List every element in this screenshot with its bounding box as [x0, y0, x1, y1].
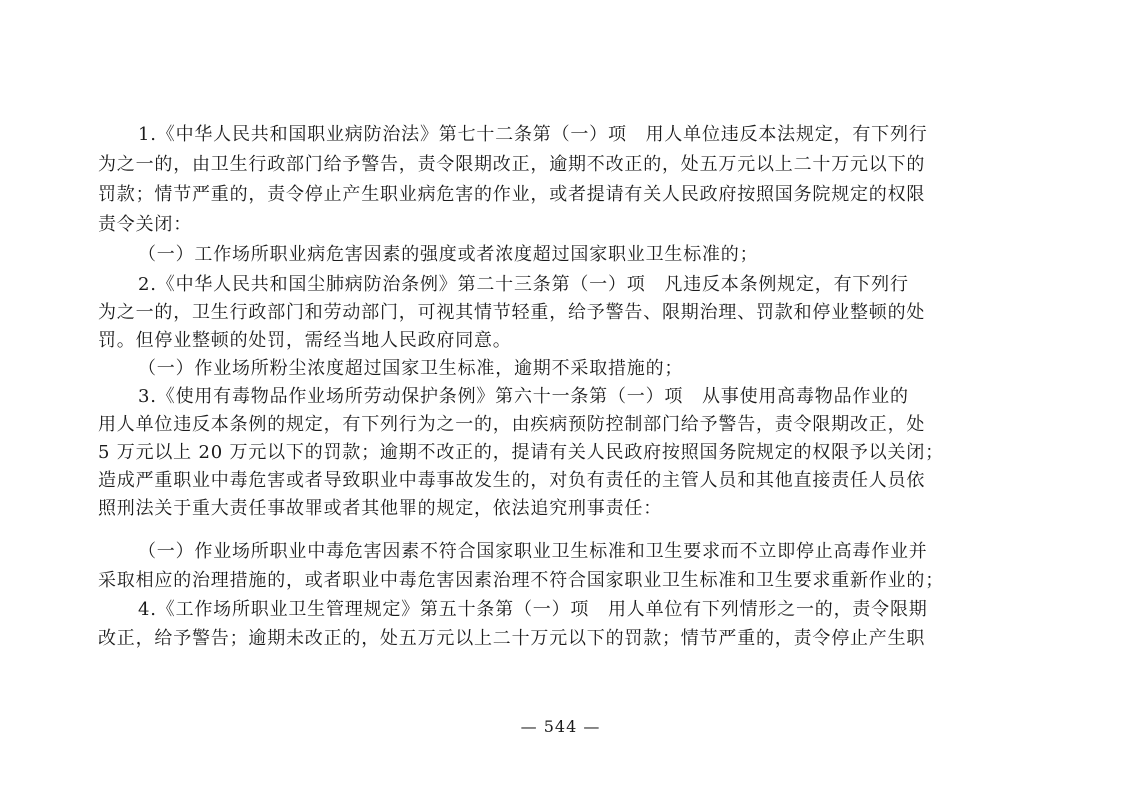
text-line: 造成严重职业中毒危害或者导致职业中毒事故发生的，对负有责任的主管人员和其他直接责任人员依 [98, 470, 926, 491]
text-line: 2.《中华人民共和国尘肺病防治条例》第二十三条第（一）项 凡违反本条例规定，有下列行 [138, 274, 909, 295]
text-line: （一）作业场所粉尘浓度超过国家卫生标准，逾期不采取措施的； [138, 358, 684, 379]
text-line: 4.《工作场所职业卫生管理规定》第五十条第（一）项 用人单位有下列情形之一的，责令限期 [138, 599, 928, 620]
text-line: 为之一的，由卫生行政部门给予警告，责令限期改正，逾期不改正的，处五万元以上二十万元以下的 [98, 154, 926, 175]
text-line: 照刑法关于重大责任事故罪或者其他罪的规定，依法追究刑事责任： [98, 498, 662, 519]
text-line: 5 万元以上 20 万元以下的罚款；逾期不改正的，提请有关人民政府按照国务院规定的权限予以关闭； [98, 442, 944, 463]
text-line: （一）作业场所职业中毒危害因素不符合国家职业卫生标准和卫生要求而不立即停止高毒作业并 [138, 541, 928, 562]
text-line: 责令关闭： [98, 214, 192, 235]
text-line: 为之一的，卫生行政部门和劳动部门，可视其情节轻重，给予警告、限期治理、罚款和停业整顿的处 [98, 302, 926, 323]
page-number: — 544 — [520, 717, 601, 736]
text-line: 改正，给予警告；逾期未改正的，处五万元以上二十万元以下的罚款；情节严重的，责令停止产生职 [98, 628, 926, 649]
text-line: 罚。但停业整顿的处罚，需经当地人民政府同意。 [98, 330, 512, 351]
text-line: 采取相应的治理措施的，或者职业中毒危害因素治理不符合国家职业卫生标准和卫生要求重新作业的； [98, 570, 944, 591]
text-line: 用人单位违反本条例的规定，有下列行为之一的，由疾病预防控制部门给予警告，责令限期改正，处 [98, 414, 926, 435]
text-line: 3.《使用有毒物品作业场所劳动保护条例》第六十一条第（一）项 从事使用高毒物品作业的 [138, 386, 909, 407]
text-line: （一）工作场所职业病危害因素的强度或者浓度超过国家职业卫生标准的； [138, 244, 759, 265]
text-line: 1.《中华人民共和国职业病防治法》第七十二条第（一）项 用人单位违反本法规定，有下列行 [138, 124, 928, 145]
text-line: 罚款；情节严重的，责令停止产生职业病危害的作业，或者提请有关人民政府按照国务院规定的权限 [98, 184, 926, 205]
